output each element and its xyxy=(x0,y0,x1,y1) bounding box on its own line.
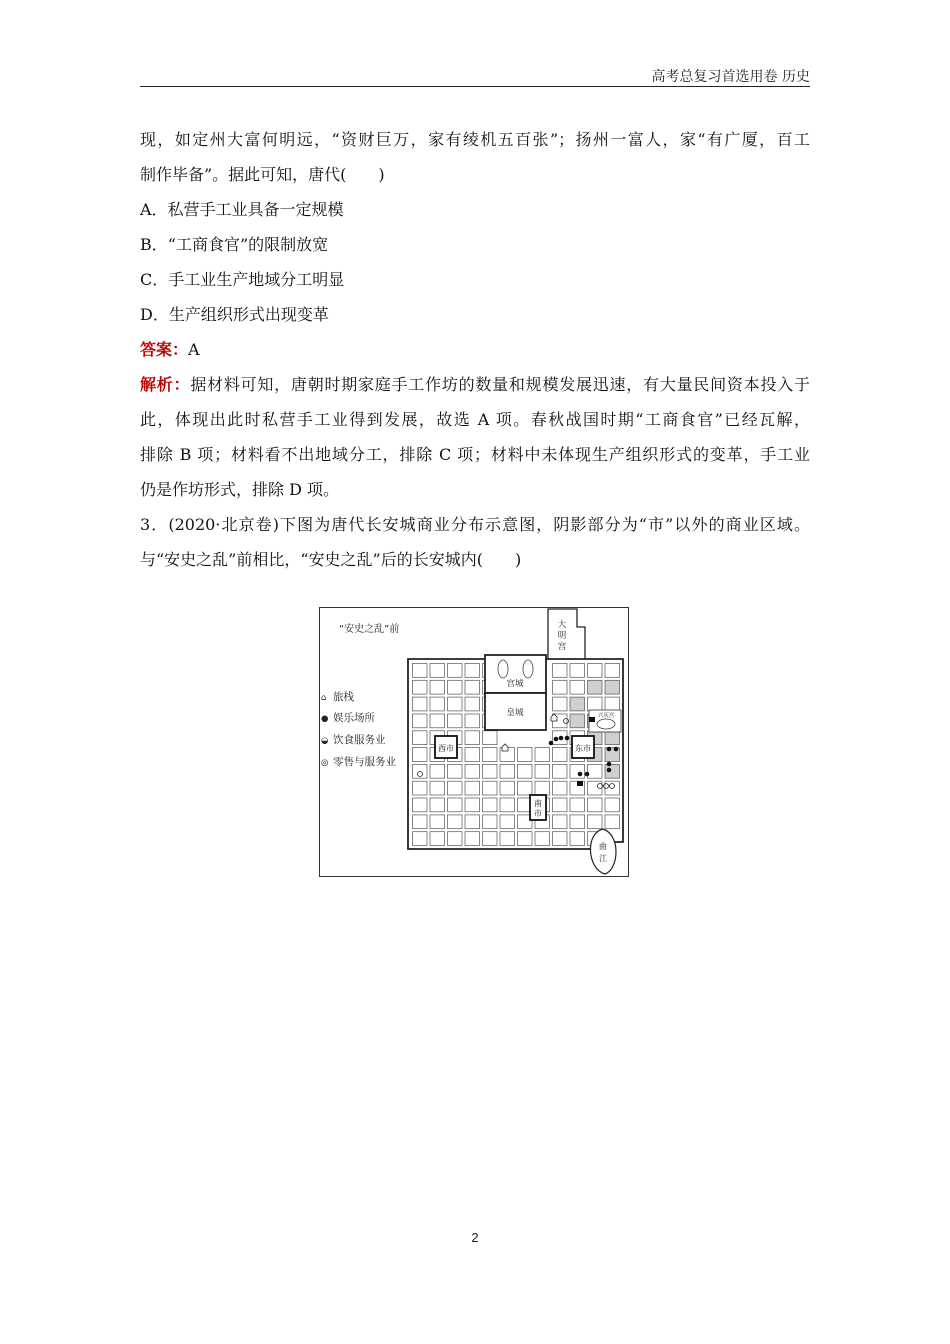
ward-block xyxy=(483,815,498,829)
entertainment-marker xyxy=(607,768,612,773)
ward-block xyxy=(413,714,428,728)
ward-block xyxy=(483,798,498,812)
ward-block xyxy=(430,680,445,694)
answer-value: A xyxy=(188,340,200,359)
option-b: B．“工商食官”的限制放宽 xyxy=(140,235,329,254)
legend-symbol-retail: ◎ xyxy=(321,758,329,768)
ward-block xyxy=(413,781,428,795)
ward-block xyxy=(500,815,515,829)
entertainment-marker xyxy=(607,747,612,752)
ward-block xyxy=(483,764,498,778)
ward-block xyxy=(500,764,515,778)
entertainment-marker xyxy=(554,737,559,742)
question3-text-line1: 3．(2020·北京卷)下图为唐代长安城商业分布示意图，阴影部分为“市”以外的商业区域。 xyxy=(140,515,810,534)
ward-block xyxy=(553,697,568,711)
option-d: D．生产组织形式出现变革 xyxy=(140,305,329,324)
ward-block xyxy=(535,748,550,762)
ward-block xyxy=(553,798,568,812)
ward-block xyxy=(413,815,428,829)
ward-block xyxy=(430,664,445,678)
running-header: 高考总复习首选用卷 历史 xyxy=(651,69,810,85)
ward-block xyxy=(430,714,445,728)
ward-block xyxy=(483,832,498,846)
ward-block xyxy=(465,781,480,795)
ward-block xyxy=(588,815,603,829)
qujiang-label-1: 曲 xyxy=(599,842,607,851)
ward-block xyxy=(413,748,428,762)
option-a: A．私营手工业具备一定规模 xyxy=(140,200,344,219)
question3-text-line2: 与“安史之乱”前相比，“安史之乱”后的长安城内( ) xyxy=(140,550,522,569)
ward-block xyxy=(448,832,463,846)
legend-label-entertainment: 娱乐场所 xyxy=(333,712,375,724)
xishi-label: 西市 xyxy=(438,744,454,753)
map-caption: “安史之乱”前 xyxy=(339,624,400,635)
ward-block xyxy=(588,697,603,711)
ward-block xyxy=(553,680,568,694)
document-body xyxy=(140,122,810,577)
ward-block xyxy=(483,731,498,745)
ward-block xyxy=(570,832,585,846)
ward-block xyxy=(570,798,585,812)
food-marker xyxy=(577,781,583,786)
option-c: C．手工业生产地域分工明显 xyxy=(140,270,345,289)
ward-block xyxy=(430,815,445,829)
ward-block xyxy=(465,664,480,678)
ward-block xyxy=(465,764,480,778)
legend-label-inn: 旅栈 xyxy=(333,691,354,703)
header-rule xyxy=(140,86,810,87)
ward-block xyxy=(430,697,445,711)
ward-block xyxy=(465,798,480,812)
ward-block xyxy=(588,680,603,694)
ward-block xyxy=(535,832,550,846)
answer-label: 答案： xyxy=(140,340,189,359)
ward-block xyxy=(465,697,480,711)
page-number: 2 xyxy=(471,1230,479,1245)
ward-block xyxy=(500,798,515,812)
nanshi-label-1: 南 xyxy=(534,799,542,808)
ward-block xyxy=(605,664,620,678)
analysis-line3: 排除 B 项；材料看不出地域分工，排除 C 项；材料中未体现生产组织形式的变革，手工业 xyxy=(140,445,810,464)
daminggong-label-3: 宫 xyxy=(557,642,567,652)
ward-block xyxy=(553,748,568,762)
ward-block xyxy=(500,781,515,795)
gongcheng-label: 宫城 xyxy=(506,679,524,689)
entertainment-marker xyxy=(549,741,554,746)
ward-block xyxy=(605,798,620,812)
ward-block xyxy=(605,680,620,694)
ward-block xyxy=(448,697,463,711)
entertainment-marker xyxy=(565,736,570,741)
ward-block xyxy=(413,697,428,711)
dongshi-label: 东市 xyxy=(575,744,591,753)
ward-block xyxy=(588,664,603,678)
analysis-text-1: 据材料可知，唐朝时期家庭手工作坊的数量和规模发展迅速，有大量民间资本投入于 xyxy=(190,375,810,394)
ward-block xyxy=(448,664,463,678)
ward-block xyxy=(518,764,533,778)
ward-block xyxy=(553,764,568,778)
changan-commerce-map xyxy=(319,607,629,877)
ward-block xyxy=(448,781,463,795)
ward-block xyxy=(413,832,428,846)
question2-text-line2: 制作毕备”。据此可知，唐代( ) xyxy=(140,165,385,184)
ward-block xyxy=(570,697,585,711)
analysis-line1 xyxy=(140,367,810,402)
ward-block xyxy=(465,832,480,846)
daminggong-label-2: 明 xyxy=(557,631,567,641)
ward-block xyxy=(518,832,533,846)
ward-block xyxy=(465,815,480,829)
ward-block xyxy=(465,714,480,728)
ward-block xyxy=(518,748,533,762)
ward-block xyxy=(553,664,568,678)
xingqinggong-label: 兴庆宫 xyxy=(597,713,615,719)
ward-block xyxy=(570,680,585,694)
entertainment-marker xyxy=(585,772,590,777)
ward-block xyxy=(570,815,585,829)
ward-block xyxy=(448,764,463,778)
ward-block xyxy=(483,748,498,762)
legend-symbol-food: ◒ xyxy=(321,736,329,746)
ward-block xyxy=(465,680,480,694)
ward-block xyxy=(413,731,428,745)
ward-block xyxy=(553,781,568,795)
ward-block xyxy=(535,764,550,778)
ward-block xyxy=(430,781,445,795)
ward-block xyxy=(483,781,498,795)
entertainment-marker xyxy=(559,736,564,741)
legend-symbol-entertainment: ● xyxy=(321,714,329,724)
analysis-label: 解析： xyxy=(140,375,191,394)
ward-block xyxy=(605,731,620,745)
ward-block xyxy=(570,714,585,728)
huangcheng-label: 皇城 xyxy=(506,708,524,718)
ward-block xyxy=(430,832,445,846)
ward-block xyxy=(465,748,480,762)
ward-block xyxy=(588,764,603,778)
ward-block xyxy=(430,798,445,812)
ward-block xyxy=(553,815,568,829)
answer-line xyxy=(140,332,810,367)
ward-block xyxy=(535,781,550,795)
question2-text-line1: 现，如定州大富何明远，“资财巨万，家有绫机五百张”；扬州一富人，家“有广厦，百工 xyxy=(140,130,810,149)
ward-block xyxy=(570,664,585,678)
legend-label-retail: 零售与服务业 xyxy=(333,756,396,768)
ward-block xyxy=(553,832,568,846)
ward-block xyxy=(500,832,515,846)
ward-block xyxy=(413,798,428,812)
legend-symbol-inn: ⌂ xyxy=(321,693,327,703)
map-svg xyxy=(319,607,629,877)
entertainment-marker xyxy=(614,747,619,752)
ward-block xyxy=(465,731,480,745)
ward-block xyxy=(413,680,428,694)
food-marker xyxy=(589,717,595,722)
analysis-line2: 此，体现出此时私营手工业得到发展，故选 A 项。春秋战国时期“工商食官”已经瓦解， xyxy=(140,410,810,429)
legend-label-food: 饮食服务业 xyxy=(333,734,386,746)
ward-block xyxy=(570,764,585,778)
ward-block xyxy=(605,815,620,829)
qujiang-label-2: 江 xyxy=(599,854,607,863)
ward-block xyxy=(448,815,463,829)
ward-block xyxy=(448,714,463,728)
nanshi-label-2: 市 xyxy=(534,809,542,818)
ward-block xyxy=(448,798,463,812)
daminggong-label-1: 大 xyxy=(557,620,567,630)
ward-block xyxy=(448,680,463,694)
analysis-line4: 仍是作坊形式，排除 D 项。 xyxy=(140,480,340,499)
entertainment-marker xyxy=(578,772,583,777)
ward-block xyxy=(588,798,603,812)
ward-block xyxy=(430,764,445,778)
ward-block xyxy=(413,664,428,678)
ward-block xyxy=(605,697,620,711)
entertainment-marker xyxy=(607,762,612,767)
ward-block xyxy=(518,781,533,795)
